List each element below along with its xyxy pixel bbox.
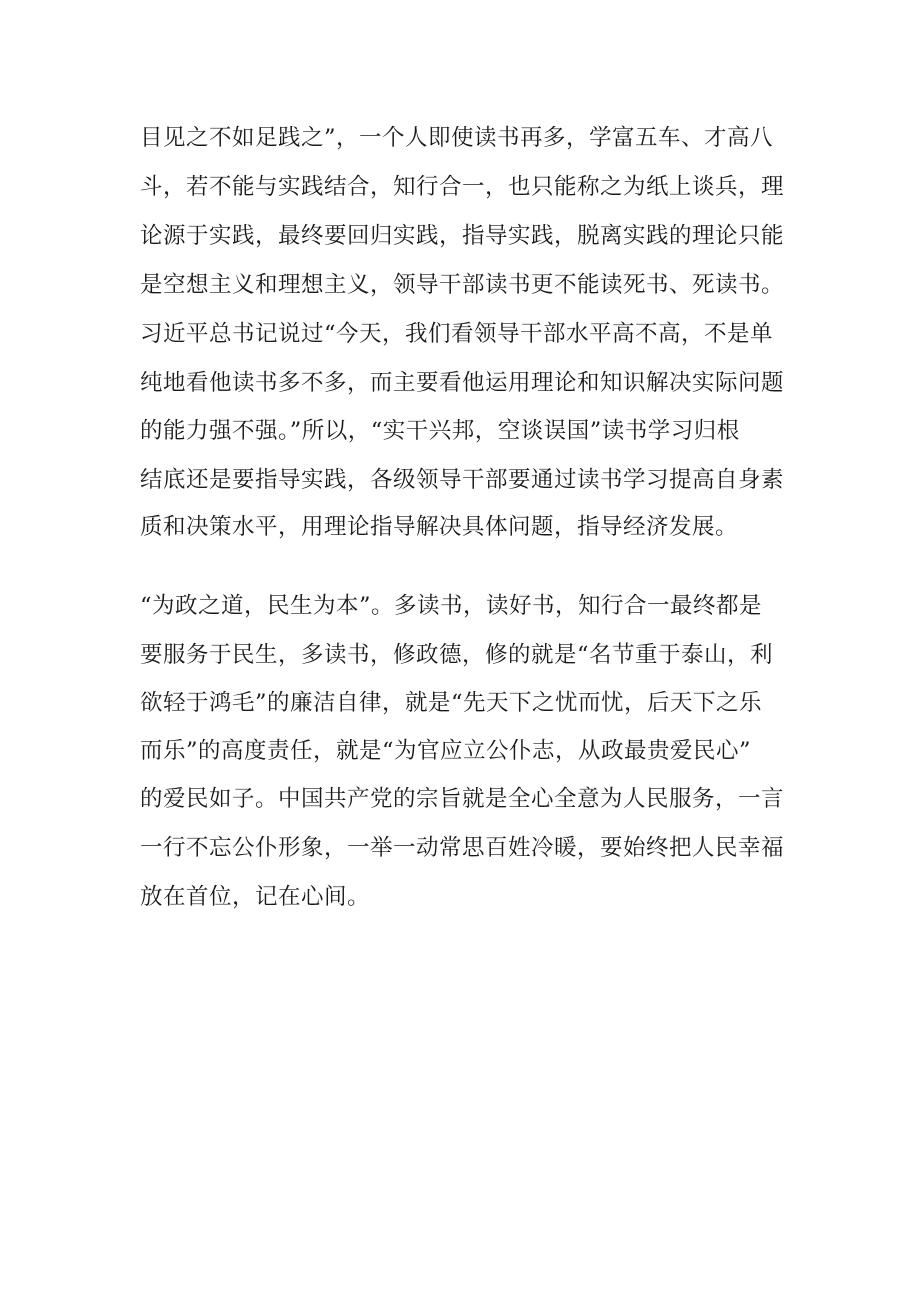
text-line: “为政之道，民生为本”。多读书，读好书，知行合一最终都是 (140, 593, 763, 619)
text-line: 质和决策水平，用理论指导解决具体问题，指导经济发展。 (140, 514, 739, 540)
text-line: 而乐”的高度责任，就是“为官应立公仆志，从政最贵爱民心” (140, 738, 752, 764)
text-line: 论源于实践，最终要回归实践，指导实践，脱离实践的理论只能 (140, 223, 785, 249)
text-line: 斗，若不能与实践结合，知行合一，也只能称之为纸上谈兵，理 (140, 174, 785, 200)
text-line: 目见之不如足践之”，一个人即使读书再多，学富五车、才高八 (140, 125, 774, 151)
text-line: 是空想主义和理想主义，领导干部读书更不能读死书、死读书。 (140, 272, 785, 298)
text-line: 要服务于民生，多读书，修政德，修的就是“名节重于泰山，利 (140, 642, 774, 668)
text-line: 的爱民如子。中国共产党的宗旨就是全心全意为人民服务，一言 (140, 786, 785, 812)
text-line: 一行不忘公仆形象，一举一动常思百姓冷暖，要始终把人民幸福 (140, 835, 785, 861)
text-line: 放在首位，记在心间。 (140, 884, 371, 910)
text-line: 习近平总书记说过“今天，我们看领导干部水平高不高，不是单 (140, 321, 774, 347)
text-line: 的能力强不强。”所以，“实干兴邦，空谈误国”读书学习归根 (140, 418, 740, 444)
text-line: 纯地看他读书多不多，而主要看他运用理论和知识解决实际问题 (140, 370, 785, 396)
text-line: 欲轻于鸿毛”的廉洁自律，就是“先天下之忧而忧，后天下之乐 (140, 690, 763, 716)
text-line: 结底还是要指导实践，各级领导干部要通过读书学习提高自身素 (140, 467, 785, 493)
